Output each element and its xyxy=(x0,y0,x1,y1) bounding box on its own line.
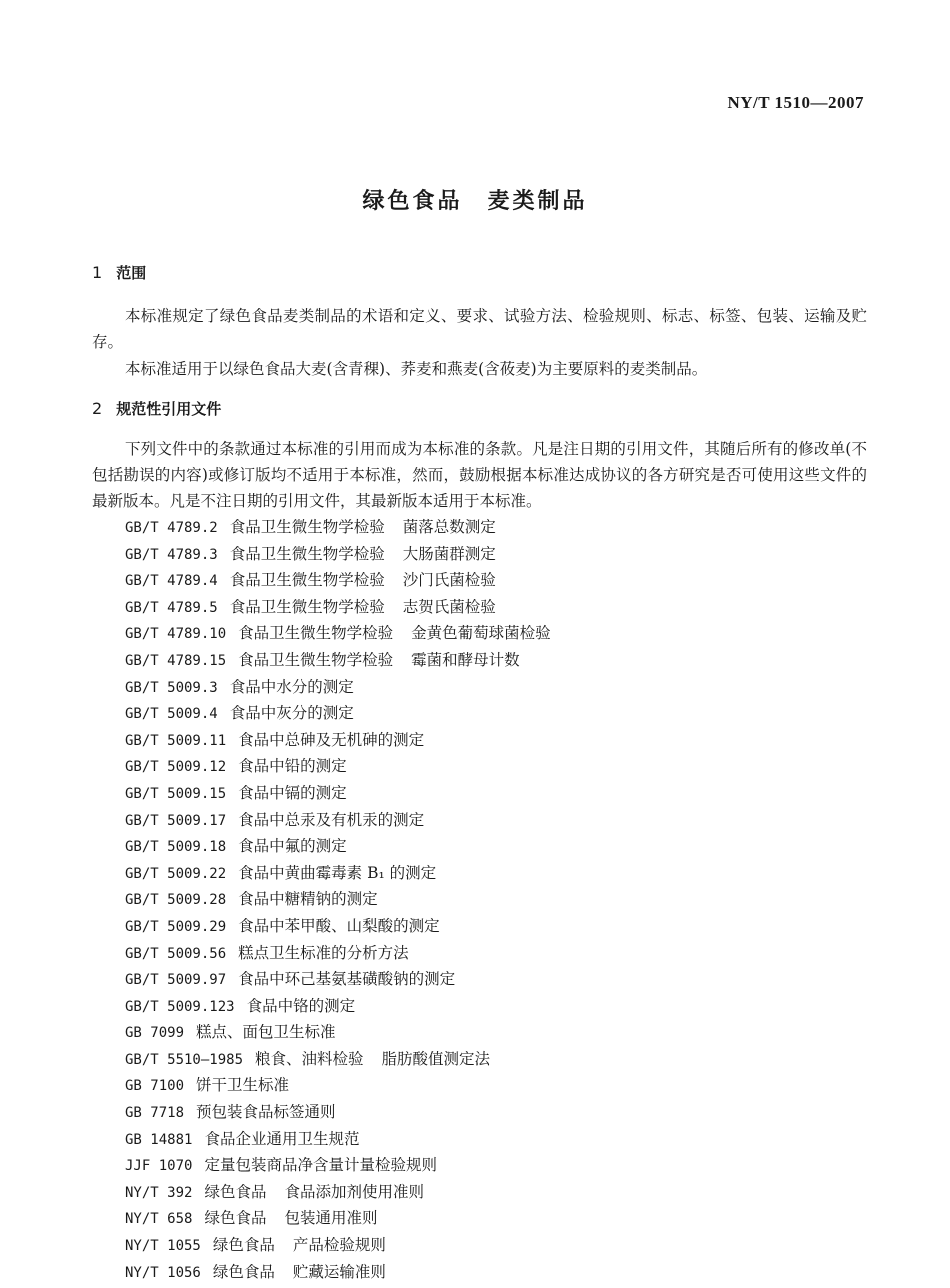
reference-title: 食品企业通用卫生规范 xyxy=(204,1129,360,1148)
reference-title: 食品卫生微生物学检验 xyxy=(229,571,385,590)
reference-title: 食品中黄曲霉毒素 B₁ 的测定 xyxy=(238,863,437,882)
reference-subtitle: 沙门氏菌检验 xyxy=(402,571,496,590)
reference-code: GB/T 4789.3 xyxy=(125,546,218,563)
reference-code: GB/T 5009.29 xyxy=(125,918,227,935)
reference-subtitle: 志贺氏菌检验 xyxy=(402,597,496,616)
reference-subtitle: 贮藏运输准则 xyxy=(292,1262,386,1281)
reference-title: 饼干卫生标准 xyxy=(196,1076,290,1095)
scope-paragraph-1: 本标准规定了绿色食品麦类制品的术语和定义、要求、试验方法、检验规则、标志、标签、包装、运输及贮存。 xyxy=(92,307,867,351)
reference-code: GB/T 5009.17 xyxy=(125,812,227,829)
reference-code: GB/T 5009.4 xyxy=(125,706,218,723)
reference-title: 食品中镉的测定 xyxy=(238,783,347,802)
normative-intro-paragraph: 下列文件中的条款通过本标准的引用而成为本标准的条款。凡是注日期的引用文件，其随后所有的修改单(不包括勘误的内容)或修订版均不适用于本标准，然而，鼓励根据本标准达成协议的各方研究是否可使用这些文件的最新版本。凡是不注日期的引用文件，其最新版本适用于本标准。 xyxy=(92,440,867,510)
reference-title: 食品中苯甲酸、山梨酸的测定 xyxy=(238,916,440,935)
reference-code: NY/T 658 xyxy=(125,1211,193,1228)
section-2-title: 规范性引用文件 xyxy=(116,400,222,418)
reference-item xyxy=(125,807,551,834)
reference-item xyxy=(125,966,551,993)
reference-title: 食品中总砷及无机砷的测定 xyxy=(238,730,425,749)
section-2-heading xyxy=(92,398,221,419)
reference-title: 糕点卫生标准的分析方法 xyxy=(238,943,409,962)
reference-subtitle: 脂肪酸值测定法 xyxy=(381,1049,491,1068)
reference-title: 食品中环己基氨基磺酸钠的测定 xyxy=(238,970,456,989)
reference-item xyxy=(125,1232,551,1259)
reference-code: GB 14881 xyxy=(125,1131,193,1148)
reference-title: 食品中水分的测定 xyxy=(229,677,354,696)
reference-title: 食品卫生微生物学检验 xyxy=(229,518,385,536)
reference-item xyxy=(125,1099,551,1126)
reference-subtitle: 菌落总数测定 xyxy=(402,518,496,536)
reference-title: 食品卫生微生物学检验 xyxy=(229,544,385,563)
reference-code: GB/T 5009.56 xyxy=(125,945,227,962)
reference-code: NY/T 1056 xyxy=(125,1264,201,1281)
reference-code: GB/T 5009.123 xyxy=(125,998,235,1015)
reference-code: NY/T 392 xyxy=(125,1184,193,1201)
reference-code: GB 7099 xyxy=(125,1025,185,1042)
reference-subtitle: 产品检验规则 xyxy=(292,1236,386,1255)
reference-code: GB/T 5009.18 xyxy=(125,839,227,856)
reference-title: 预包装食品标签通则 xyxy=(196,1103,336,1122)
reference-code: GB/T 5009.22 xyxy=(125,865,227,882)
reference-subtitle: 大肠菌群测定 xyxy=(402,544,496,563)
reference-item xyxy=(125,753,551,780)
reference-item xyxy=(125,727,551,754)
reference-title: 食品中铅的测定 xyxy=(238,757,347,776)
reference-title: 食品卫生微生物学检验 xyxy=(238,624,394,643)
reference-code: GB/T 5009.97 xyxy=(125,972,227,989)
reference-item xyxy=(125,1046,551,1073)
document-title: 绿色食品 麦类制品 xyxy=(362,189,588,214)
reference-code: GB/T 4789.15 xyxy=(125,652,227,669)
reference-item xyxy=(125,780,551,807)
reference-item xyxy=(125,647,551,674)
reference-title: 食品中糖精钠的测定 xyxy=(238,890,378,909)
reference-code: GB/T 5009.15 xyxy=(125,785,227,802)
reference-code: GB/T 5009.3 xyxy=(125,679,218,696)
reference-code: NY/T 1055 xyxy=(125,1238,201,1255)
reference-item xyxy=(125,886,551,913)
reference-title: 绿色食品 xyxy=(212,1262,275,1281)
reference-item xyxy=(125,1259,551,1286)
reference-item xyxy=(125,1205,551,1232)
reference-list xyxy=(125,514,551,1285)
reference-title: 食品中总汞及有机汞的测定 xyxy=(238,810,425,829)
reference-code: GB/T 4789.4 xyxy=(125,573,218,590)
reference-subtitle: 食品添加剂使用准则 xyxy=(284,1182,424,1201)
reference-item xyxy=(125,993,551,1020)
reference-subtitle: 包装通用准则 xyxy=(284,1209,378,1228)
section-1-heading xyxy=(92,262,146,283)
reference-title: 食品中氟的测定 xyxy=(238,837,347,856)
reference-code: GB/T 4789.5 xyxy=(125,599,218,616)
reference-subtitle: 霉菌和酵母计数 xyxy=(411,650,520,669)
reference-code: GB/T 5009.12 xyxy=(125,759,227,776)
reference-title: 食品中铬的测定 xyxy=(246,996,356,1015)
reference-title: 食品卫生微生物学检验 xyxy=(238,650,394,669)
standard-code: NY/T 1510—2007 xyxy=(727,93,864,112)
reference-code: GB 7718 xyxy=(125,1105,185,1122)
section-2-number: 2 xyxy=(92,399,103,418)
reference-item xyxy=(125,860,551,887)
reference-item xyxy=(125,1019,551,1046)
reference-item xyxy=(125,567,551,594)
reference-title: 粮食、油料检验 xyxy=(255,1049,364,1068)
reference-code: GB/T 5009.11 xyxy=(125,732,227,749)
reference-title: 食品卫生微生物学检验 xyxy=(229,597,385,616)
reference-item xyxy=(125,1072,551,1099)
reference-item xyxy=(125,833,551,860)
reference-title: 绿色食品 xyxy=(204,1182,267,1201)
scope-paragraph-2: 本标准适用于以绿色食品大麦(含青稞)、荞麦和燕麦(含莜麦)为主要原料的麦类制品。 xyxy=(125,360,708,378)
reference-item xyxy=(125,700,551,727)
reference-item xyxy=(125,1179,551,1206)
reference-item xyxy=(125,1126,551,1153)
reference-title: 定量包装商品净含量计量检验规则 xyxy=(204,1156,437,1175)
reference-subtitle: 金黄色葡萄球菌检验 xyxy=(411,624,551,643)
reference-title: 绿色食品 xyxy=(204,1209,267,1228)
reference-item xyxy=(125,674,551,701)
reference-title: 绿色食品 xyxy=(212,1236,275,1255)
reference-code: GB/T 5009.28 xyxy=(125,892,227,909)
reference-code: GB/T 5510—1985 xyxy=(125,1051,244,1068)
reference-item xyxy=(125,913,551,940)
reference-item xyxy=(125,594,551,621)
reference-title: 糕点、面包卫生标准 xyxy=(196,1023,336,1042)
reference-code: GB 7100 xyxy=(125,1078,185,1095)
reference-item xyxy=(125,541,551,568)
reference-title: 食品中灰分的测定 xyxy=(229,704,354,723)
reference-item xyxy=(125,940,551,967)
reference-code: GB/T 4789.2 xyxy=(125,520,218,536)
reference-code: GB/T 4789.10 xyxy=(125,626,227,643)
reference-item xyxy=(125,514,551,541)
section-1-title: 范围 xyxy=(116,264,147,282)
reference-item xyxy=(125,1152,551,1179)
section-1-number: 1 xyxy=(92,263,103,282)
reference-code: JJF 1070 xyxy=(125,1158,193,1175)
reference-item xyxy=(125,620,551,647)
